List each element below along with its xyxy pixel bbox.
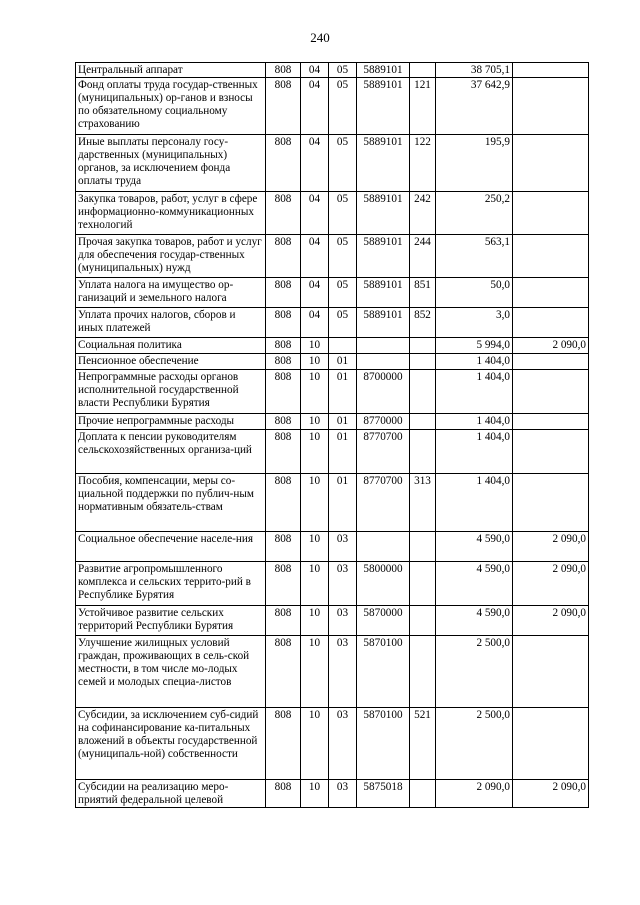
- subsection-code: 03: [329, 708, 357, 780]
- row-name: Развитие агропромышленного комплекса и сельских террито-рий в Республике Бурятия: [76, 562, 266, 606]
- table-row: [76, 780, 589, 808]
- section-code: 04: [301, 78, 329, 135]
- admin-code: 808: [266, 430, 301, 474]
- subsection-code: 03: [329, 606, 357, 636]
- section-code: 04: [301, 278, 329, 308]
- target-article-code: 5800000: [357, 562, 410, 606]
- section-code: 10: [301, 780, 329, 808]
- expense-type-code: [410, 63, 436, 78]
- admin-code: 808: [266, 235, 301, 278]
- admin-code: 808: [266, 135, 301, 192]
- target-article-code: 5889101: [357, 135, 410, 192]
- row-name: Фонд оплаты труда государ-ственных (муниципальных) ор-ганов и взносы по обязательному социальному страхованию: [76, 78, 266, 135]
- row-name: Пособия, компенсации, меры со-циальной поддержки по публич-ным нормативным обязатель-ствам: [76, 474, 266, 532]
- amount-federal: 2 090,0: [513, 562, 589, 606]
- target-article-code: 8770700: [357, 474, 410, 532]
- row-name: Социальная политика: [76, 338, 266, 354]
- admin-code: 808: [266, 338, 301, 354]
- section-code: 10: [301, 430, 329, 474]
- expense-type-code: [410, 354, 436, 370]
- subsection-code: 01: [329, 474, 357, 532]
- row-name: Уплата прочих налогов, сборов и иных платежей: [76, 308, 266, 338]
- row-name: Доплата к пенсии руководителям сельскохозяйственных организа-ций: [76, 430, 266, 474]
- subsection-code: [329, 338, 357, 354]
- amount-total: 4 590,0: [436, 606, 513, 636]
- target-article-code: 5889101: [357, 278, 410, 308]
- amount-federal: 2 090,0: [513, 606, 589, 636]
- row-name: Пенсионное обеспечение: [76, 354, 266, 370]
- section-code: 10: [301, 474, 329, 532]
- section-code: 04: [301, 192, 329, 235]
- amount-total: 1 404,0: [436, 354, 513, 370]
- target-article-code: 5875018: [357, 780, 410, 808]
- amount-total: 1 404,0: [436, 430, 513, 474]
- admin-code: 808: [266, 606, 301, 636]
- target-article-code: 5870100: [357, 708, 410, 780]
- amount-federal: [513, 78, 589, 135]
- amount-federal: 2 090,0: [513, 780, 589, 808]
- row-name: Закупка товаров, работ, услуг в сфере информационно-коммуникационных технологий: [76, 192, 266, 235]
- target-article-code: 8700000: [357, 370, 410, 414]
- amount-total: 563,1: [436, 235, 513, 278]
- target-article-code: 5889101: [357, 308, 410, 338]
- row-name: Улучшение жилищных условий граждан, проживающих в сель-ской местности, в том числе мо-лодых семей и молодых специа-листов: [76, 636, 266, 708]
- table-row: [76, 532, 589, 562]
- row-name: Субсидии, за исключением суб-сидий на софинансирование ка-питальных вложений в объекты государственной (муниципаль-ной) собственности: [76, 708, 266, 780]
- page-number: 240: [310, 30, 330, 45]
- amount-total: 37 642,9: [436, 78, 513, 135]
- target-article-code: [357, 532, 410, 562]
- amount-federal: [513, 135, 589, 192]
- expense-type-code: [410, 430, 436, 474]
- admin-code: 808: [266, 708, 301, 780]
- amount-federal: 2 090,0: [513, 338, 589, 354]
- row-name: Уплата налога на имущество ор-ганизаций и земельного налога: [76, 278, 266, 308]
- table-row: [76, 414, 589, 430]
- admin-code: 808: [266, 192, 301, 235]
- subsection-code: 03: [329, 780, 357, 808]
- amount-total: 50,0: [436, 278, 513, 308]
- expense-type-code: [410, 606, 436, 636]
- amount-federal: [513, 192, 589, 235]
- expense-type-code: 851: [410, 278, 436, 308]
- target-article-code: 5889101: [357, 63, 410, 78]
- section-code: 10: [301, 708, 329, 780]
- amount-federal: 2 090,0: [513, 532, 589, 562]
- target-article-code: 5870000: [357, 606, 410, 636]
- subsection-code: 05: [329, 192, 357, 235]
- amount-federal: [513, 474, 589, 532]
- section-code: 10: [301, 562, 329, 606]
- subsection-code: 03: [329, 636, 357, 708]
- table-row: [76, 63, 589, 78]
- table-row: [76, 370, 589, 414]
- subsection-code: 05: [329, 308, 357, 338]
- subsection-code: 05: [329, 63, 357, 78]
- table-row: [76, 235, 589, 278]
- amount-total: 1 404,0: [436, 474, 513, 532]
- subsection-code: 01: [329, 414, 357, 430]
- amount-total: 38 705,1: [436, 63, 513, 78]
- section-code: 10: [301, 532, 329, 562]
- budget-table: [75, 62, 589, 808]
- amount-total: 5 994,0: [436, 338, 513, 354]
- section-code: 10: [301, 338, 329, 354]
- amount-total: 3,0: [436, 308, 513, 338]
- amount-total: 1 404,0: [436, 414, 513, 430]
- table-row: [76, 78, 589, 135]
- expense-type-code: [410, 370, 436, 414]
- admin-code: 808: [266, 636, 301, 708]
- amount-total: 1 404,0: [436, 370, 513, 414]
- target-article-code: 5870100: [357, 636, 410, 708]
- table-row: [76, 708, 589, 780]
- row-name: Иные выплаты персоналу госу-дарственных (муниципальных) органов, за исключением фонда оплаты труда: [76, 135, 266, 192]
- expense-type-code: 121: [410, 78, 436, 135]
- amount-total: 2 090,0: [436, 780, 513, 808]
- row-name: Непрограммные расходы органов исполнительной государственной власти Республики Бурятия: [76, 370, 266, 414]
- section-code: 04: [301, 308, 329, 338]
- table-row: [76, 308, 589, 338]
- expense-type-code: 313: [410, 474, 436, 532]
- subsection-code: 03: [329, 562, 357, 606]
- table-row: [76, 636, 589, 708]
- amount-federal: [513, 235, 589, 278]
- section-code: 10: [301, 370, 329, 414]
- expense-type-code: 242: [410, 192, 436, 235]
- subsection-code: 05: [329, 78, 357, 135]
- subsection-code: 01: [329, 370, 357, 414]
- target-article-code: [357, 354, 410, 370]
- expense-type-code: [410, 414, 436, 430]
- target-article-code: 5889101: [357, 192, 410, 235]
- table-row: [76, 278, 589, 308]
- target-article-code: 5889101: [357, 78, 410, 135]
- row-name: Социальное обеспечение населе-ния: [76, 532, 266, 562]
- amount-total: 4 590,0: [436, 532, 513, 562]
- row-name: Прочие непрограммные расходы: [76, 414, 266, 430]
- table-body: [76, 63, 589, 808]
- amount-federal: [513, 414, 589, 430]
- admin-code: 808: [266, 414, 301, 430]
- section-code: 10: [301, 636, 329, 708]
- amount-total: 4 590,0: [436, 562, 513, 606]
- admin-code: 808: [266, 370, 301, 414]
- expense-type-code: 521: [410, 708, 436, 780]
- table-row: [76, 338, 589, 354]
- admin-code: 808: [266, 780, 301, 808]
- section-code: 10: [301, 354, 329, 370]
- section-code: 10: [301, 414, 329, 430]
- table-row: [76, 135, 589, 192]
- amount-total: 2 500,0: [436, 636, 513, 708]
- admin-code: 808: [266, 354, 301, 370]
- amount-federal: [513, 63, 589, 78]
- target-article-code: 8770700: [357, 430, 410, 474]
- subsection-code: 05: [329, 278, 357, 308]
- section-code: 04: [301, 235, 329, 278]
- amount-federal: [513, 430, 589, 474]
- amount-total: 250,2: [436, 192, 513, 235]
- expense-type-code: [410, 636, 436, 708]
- row-name: Субсидии на реализацию меро-приятий федеральной целевой: [76, 780, 266, 808]
- expense-type-code: [410, 338, 436, 354]
- row-name: Центральный аппарат: [76, 63, 266, 78]
- subsection-code: 05: [329, 135, 357, 192]
- subsection-code: 01: [329, 430, 357, 474]
- admin-code: 808: [266, 63, 301, 78]
- table-row: [76, 606, 589, 636]
- target-article-code: [357, 338, 410, 354]
- admin-code: 808: [266, 562, 301, 606]
- subsection-code: 05: [329, 235, 357, 278]
- table-row: [76, 192, 589, 235]
- row-name: Прочая закупка товаров, работ и услуг для обеспечения государ-ственных (муниципальных) нужд: [76, 235, 266, 278]
- expense-type-code: [410, 532, 436, 562]
- amount-total: 195,9: [436, 135, 513, 192]
- amount-federal: [513, 278, 589, 308]
- target-article-code: 8770000: [357, 414, 410, 430]
- section-code: 10: [301, 606, 329, 636]
- expense-type-code: 852: [410, 308, 436, 338]
- amount-total: 2 500,0: [436, 708, 513, 780]
- amount-federal: [513, 370, 589, 414]
- table-row: [76, 562, 589, 606]
- table-row: [76, 474, 589, 532]
- target-article-code: 5889101: [357, 235, 410, 278]
- admin-code: 808: [266, 78, 301, 135]
- section-code: 04: [301, 63, 329, 78]
- amount-federal: [513, 354, 589, 370]
- amount-federal: [513, 308, 589, 338]
- expense-type-code: 244: [410, 235, 436, 278]
- expense-type-code: [410, 780, 436, 808]
- subsection-code: 03: [329, 532, 357, 562]
- expense-type-code: [410, 562, 436, 606]
- admin-code: 808: [266, 308, 301, 338]
- section-code: 04: [301, 135, 329, 192]
- admin-code: 808: [266, 474, 301, 532]
- table-row: [76, 430, 589, 474]
- table-row: [76, 354, 589, 370]
- subsection-code: 01: [329, 354, 357, 370]
- row-name: Устойчивое развитие сельских территорий Республики Бурятия: [76, 606, 266, 636]
- amount-federal: [513, 708, 589, 780]
- amount-federal: [513, 636, 589, 708]
- admin-code: 808: [266, 532, 301, 562]
- admin-code: 808: [266, 278, 301, 308]
- expense-type-code: 122: [410, 135, 436, 192]
